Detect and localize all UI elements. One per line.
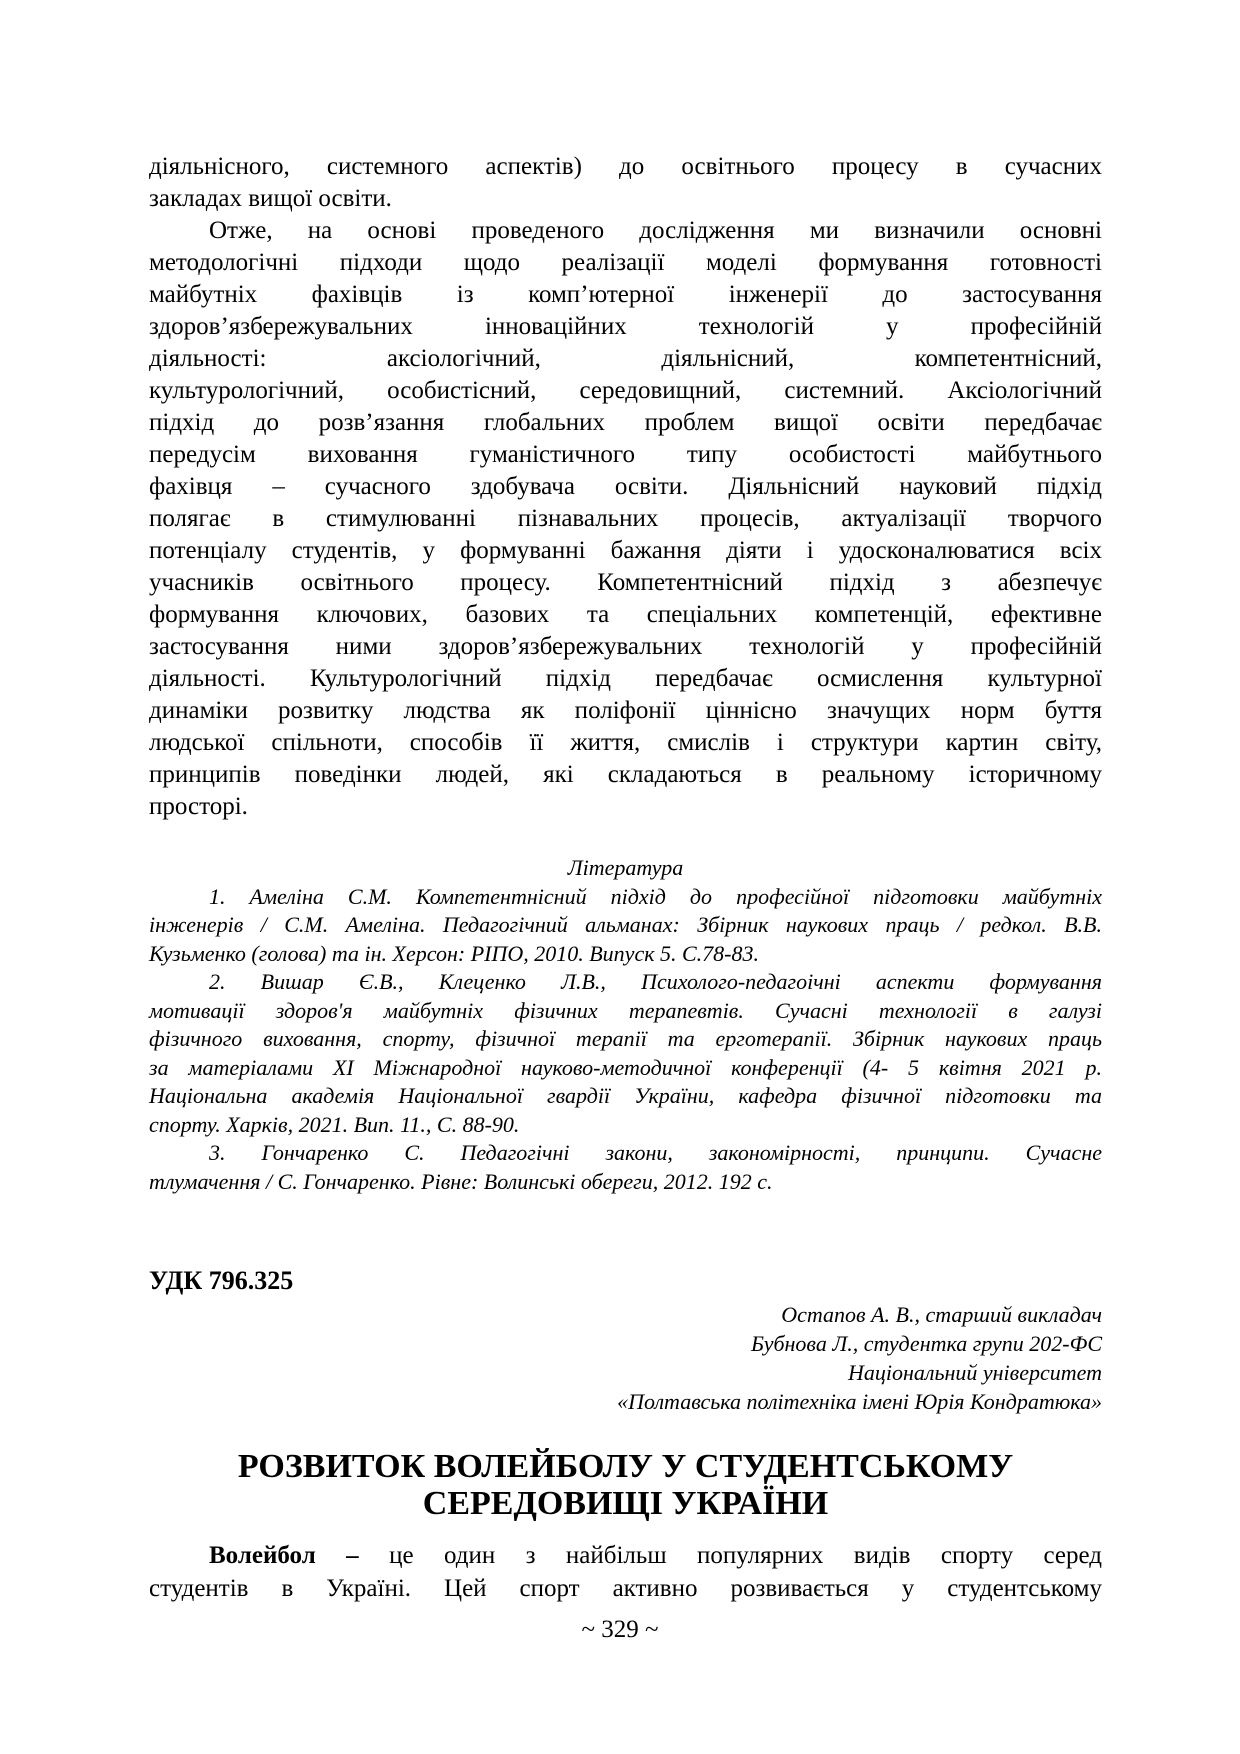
body-line: діяльності. Культурологічний підхід передбачає осмислення культурної <box>149 665 1102 692</box>
body-line: підхід до розв’язання глобальних проблем вищої освіти передбачає <box>149 409 1102 436</box>
body-line: застосування ними здоров’язбережувальних технологій у професійній <box>149 633 1102 660</box>
body-line: культурологічний, особистісний, середовищний, системний. Аксіологічний <box>149 377 1102 404</box>
body-line: принципів поведінки людей, які складаються в реальному історичному <box>149 761 1102 788</box>
body-line: діяльнісного, системного аспектів) до освітнього процесу в сучасних <box>149 153 1102 180</box>
body-line: майбутніх фахівців із комп’ютерної інженерії до застосування <box>149 281 1102 308</box>
reference-line: спорту. Харків, 2021. Вип. 11., С. 88-90. <box>149 1111 520 1137</box>
title-line: СЕРЕДОВИЩІ УКРАЇНИ <box>422 1485 829 1522</box>
intro-term: Волейбол – <box>209 1542 359 1569</box>
author-line: Остапов А. В., старший викладач <box>781 1302 1102 1327</box>
affiliation-line: Національний університет <box>847 1360 1102 1385</box>
author-block <box>617 1300 1102 1416</box>
body-line: здоров’язбережувальних інноваційних технологій у професійній <box>149 313 1102 340</box>
body-line: учасників освітнього процесу. Компетентнісний підхід з абезпечує <box>149 569 1102 596</box>
intro-line: студентів в Україні. Цей спорт активно розвивається у студентському <box>149 1575 1102 1602</box>
references-heading: Література <box>567 855 684 880</box>
body-paragraphs <box>149 151 1102 823</box>
reference-line: 3. Гончаренко С. Педагогічні закони, закономірності, принципи. Сучасне <box>209 1140 1102 1165</box>
body-line: потенціалу студентів, у формуванні бажання діяти і удосконалюватися всіх <box>149 537 1102 564</box>
body-line: просторі. <box>149 793 248 820</box>
title-line: РОЗВИТОК ВОЛЕЙБОЛУ У СТУДЕНТСЬКОМУ <box>237 1448 1014 1485</box>
body-line: Отже, на основі проведеного дослідження ми визначили основні <box>209 217 1102 244</box>
references <box>149 854 1102 1196</box>
body-line: фахівця – сучасного здобувача освіти. Діяльнісний науковий підхід <box>149 473 1102 500</box>
reference-line: Національна академія Національної гвардії України, кафедра фізичної підготовки та <box>149 1083 1102 1108</box>
body-line: діяльності: аксіологічний, діяльнісний, компетентнісний, <box>149 345 1102 372</box>
body-line: людської спільноти, способів її життя, смислів і структури картин світу, <box>149 729 1102 756</box>
reference-line: інженерів / С.М. Амеліна. Педагогічний альманах: Збірник наукових праць / редкол. В.В. <box>149 912 1102 937</box>
page-number: ~ 329 ~ <box>581 1616 659 1643</box>
body-line: формування ключових, базових та спеціальних компетенцій, ефективне <box>149 601 1102 628</box>
reference-line: 2. Вишар Є.В., Клеценко Л.В., Психолого-педагоічні аспекти формування <box>209 969 1102 994</box>
body-line: методологічні підходи щодо реалізації моделі формування готовності <box>149 249 1102 276</box>
reference-line: тлумачення / С. Гончаренко. Рівне: Волинські обереги, 2012. 192 с. <box>149 1168 773 1194</box>
reference-line: за матеріалами XI Міжнародної науково-методичної конференції (4- 5 квітня 2021 р. <box>149 1054 1102 1080</box>
udk-code: УДК 796.325 <box>149 1266 294 1295</box>
reference-line: фізичного виховання, спорту, фізичної терапії та ерготерапії. Збірник наукових праць <box>149 1026 1102 1051</box>
article-title <box>149 1448 1102 1522</box>
body-line: полягає в стимулюванні пізнавальних процесів, актуалізації творчого <box>149 505 1102 532</box>
affiliation-line: «Полтавська політехніка імені Юрія Кондратюка» <box>617 1389 1102 1414</box>
body-line: закладах вищої освіти. <box>149 185 392 212</box>
reference-line: 1. Амеліна С.М. Компетентнісний підхід до професійної підготовки майбутніх <box>209 883 1102 909</box>
reference-line: Кузьменко (голова) та ін. Херсон: РІПО, 2010. Випуск 5. С.78-83. <box>149 940 759 966</box>
body-line: передусім виховання гуманістичного типу особистості майбутнього <box>149 441 1102 468</box>
intro-line-text: це один з найбільш популярних видів спорту серед <box>358 1542 1102 1569</box>
author-line: Бубнова Л., студентка групи 202-ФС <box>750 1331 1102 1356</box>
intro-line <box>149 1539 1102 1572</box>
reference-line: мотивації здоров'я майбутніх фізичних терапевтів. Сучасні технології в галузі <box>149 997 1102 1023</box>
body-line: динаміки розвитку людства як поліфонії ціннісно значущих норм буття <box>149 697 1102 724</box>
intro-paragraph <box>149 1539 1102 1605</box>
